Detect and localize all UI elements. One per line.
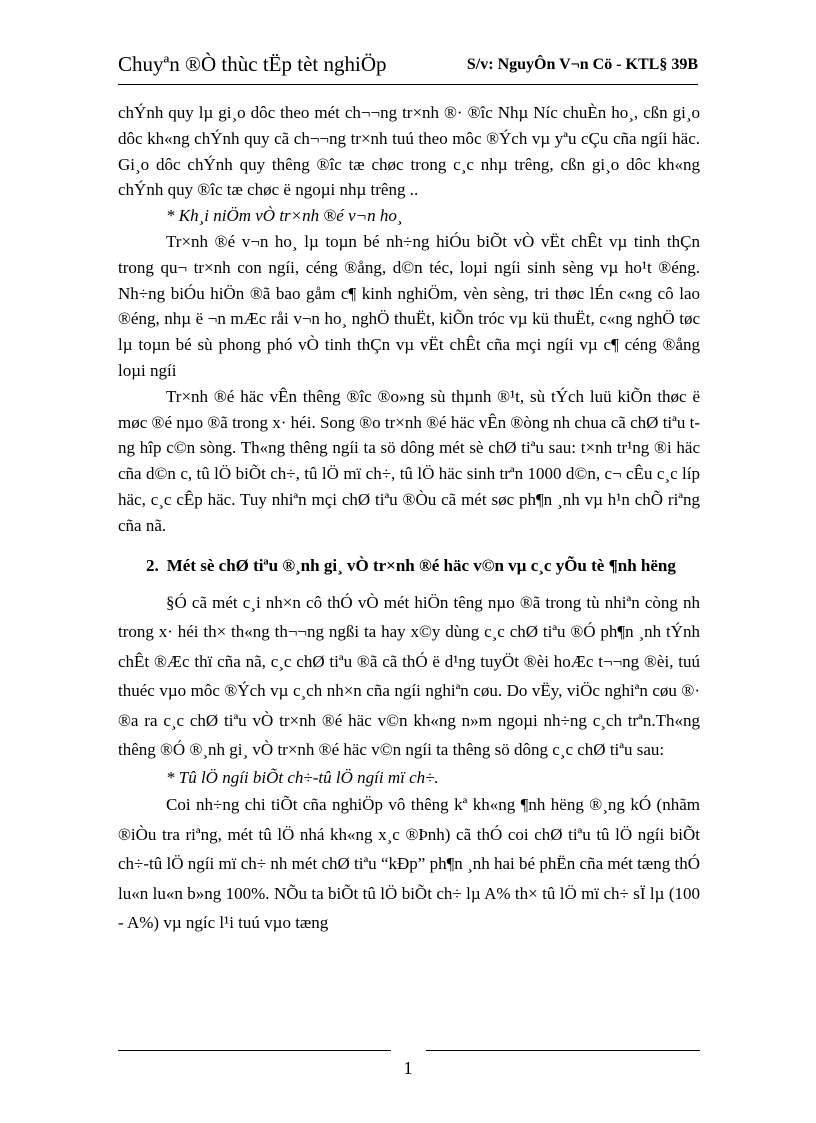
- paragraph: Tr×nh ®é v¬n ho¸ lµ toµn bé nh÷ng hiÓu biÕt vÒ vËt chÊt vµ tinh thÇn trong qu¬ tr×nh con ngíi, céng ®ång, d©n téc, loµi ngíi sinh sèng vµ ho¹t ®éng. Nh÷ng biÓu hiÖn ®ã bao gåm c¶ kinh nghiÖm, vèn sèng, tri thøc lÉn c«ng cô lao ®éng, nhµ ë ¬n mÆc råi v¬n ho¸ nghÖ thuËt, kiÕn tróc vµ kü thuËt, c«ng nghÖ tøc lµ toµn bé sù phong phó vÒ tinh thÇn vµ vËt chÊt cña mçi ngíi vµ c¶ céng ®ång loµi ngíi: [118, 231, 700, 380]
- header-title: Chuyªn ®Ò thùc tËp tèt nghiÖp: [118, 52, 387, 76]
- header-author: S/v: NguyÔn V¬n Cö - KTL§ 39B: [466, 56, 698, 73]
- document-body: [118, 100, 700, 938]
- italic-subheading: * Kh¸i niÖm vÒ tr×nh ®é v¬n ho¸: [166, 206, 403, 226]
- paragraph: §Ó cã mét c¸i nh×n cô thÓ vÒ mét hiÖn têng nµo ®ã trong tù nhiªn còng nh trong x· héi th× th«ng th¬¬ng ngßi ta hay x©y dùng c¸c chØ tiªu ®Ó ph¶n ¸nh tÝnh chÊt ®Æc thï cña nã, c¸c chØ tiªu ®ã cã thÓ ë d¹ng tuyÖt ®èi hoÆc t¬¬ng ®èi, tuú thuéc vµo môc ®Ých vµ c¸ch nh×n cña ngíi nghiªn cøu. Do vËy, viÖc nghiªn cøu ®· ®a ra c¸c chØ tiªu vÒ tr×nh ®é häc v©n kh«ng n»m ngoµi nh÷ng c¸ch trªn.Th«ng thêng ®Ó ®¸nh gi¸ vÒ tr×nh ®é häc v©n ngíi ta thêng sö dông c¸c chØ tiªu sau:: [118, 592, 700, 760]
- italic-subheading: * Tû lÖ ngíi biÕt ch÷-tû lÖ ngíi mï ch÷.: [166, 767, 439, 787]
- paragraph: Tr×nh ®é häc vÊn thêng ®îc ®o»ng sù thµnh ®¹t, sù tÝch luü kiÕn thøc ë møc ®é nµo ®ã trong x· héi. Song ®o tr×nh ®é häc vÊn ®òng nh chua cã chØ tiªu tng hîp c©n sòng. Th«ng thêng ngíi ta sö dông mét sè chØ tiªu sau: t×nh tr¹ng ®i häc cña d©n c, tû lÖ biÕt ch÷, tû lÖ mï ch÷, tû lÖ häc sinh trªn 1000 d©n, c¬ cÊu c¸c líp häc, c¸c cÊp häc. Tuy nhiªn mçi chØ tiªu ®Òu cã mét søc ph¶n ¸nh vµ h¹n chÕ riªng cña nã.: [118, 386, 700, 535]
- footer-divider-left: [118, 1050, 391, 1051]
- footer-divider-right: [426, 1050, 700, 1051]
- section-heading: [118, 553, 700, 578]
- section-title: Mét sè chØ tiªu ®¸nh gi¸ vÒ tr×nh ®é häc v©n vµ c¸c yÕu tè ¶nh hëng: [166, 555, 676, 575]
- paragraph: chÝnh quy lµ gi¸o dôc theo mét ch¬¬ng tr×nh ®· ®îc Nhµ Níc chuÈn ho¸, cßn gi¸o dôc kh«ng chÝnh quy cã ch¬¬ng tr×nh tuú theo môc ®Ých vµ yªu cÇu cña ngíi häc. Gi¸o dôc chÝnh quy thêng ®îc tæ chøc trong c¸c nhµ trêng, cßn gi¸o dôc kh«ng chÝnh quy ®îc tæ chøc ë ngoµi nhµ trêng ..: [118, 103, 700, 200]
- page-number: 1: [403, 1058, 413, 1078]
- page-header: [118, 50, 698, 85]
- section-number: 2.: [146, 555, 159, 575]
- paragraph: Coi nh÷ng chi tiÕt cña nghiÖp vô thêng kª kh«ng ¶nh hëng ®¸ng kÓ (nhãm ®iÒu tra riªng, mét tû lÖ nhá kh«ng x¸c ®Þnh) cã thÓ coi chØ tiªu tû lÖ ngíi biÕt ch÷-tû lÖ ngíi mï ch÷ nh mét chØ tiªu “kÐp” ph¶n ¸nh hai bé phËn cña mét tæng thÓ lu«n lu«n b»ng 100%. NÕu ta biÕt tû lÖ biÕt ch÷ lµ A% th× tû lÖ mï ch÷ sÏ lµ (100 - A%) vµ ngíc l¹i tuú vµo tæng: [118, 795, 700, 933]
